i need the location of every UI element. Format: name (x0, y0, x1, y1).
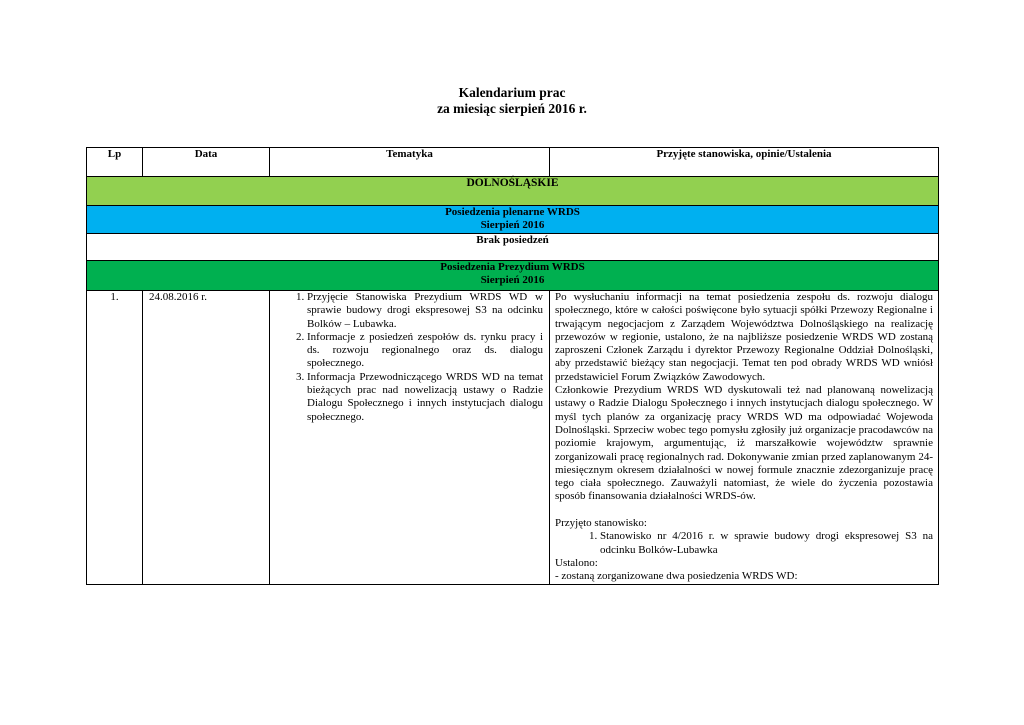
row-topics (270, 291, 550, 585)
agreed-label: Ustalono: (555, 556, 598, 569)
topic-item: 3. Informacja Przewodniczącego WRDS WD na temat bieżących prac nad nowelizacją ustawy o Radzie Dialogu Społecznego i innych instytucjach dialogu społecznego. (307, 371, 544, 424)
header-outcome: Przyjęte stanowiska, opinie/Ustalenia (550, 148, 939, 177)
row-date: 24.08.2016 r. (143, 291, 270, 585)
plenary-title: Posiedzenia plenarne WRDS (445, 206, 580, 218)
presidium-title: Posiedzenia Prezydium WRDS (440, 261, 585, 273)
presidium-row (87, 261, 939, 291)
presidium-label (87, 261, 939, 291)
outcome-paragraph-2: Członkowie Prezydium WRDS WD dyskutowali też nad planowaną nowelizacją ustawy o Radzie Dialogu Społecznego i innych instytucjach dialogu społecznego. W myśl tych planów za organizację pracy WRDS WD ma odpowiadać Wojewoda Dolnośląski. Sprzeciw wobec tego pomysłu zgłosiły już organizacje pracodawców na poziomie krajowym, argumentując, iż marszałkowie województw sprawnie zorganizowali pracę regionalnych rad. Dokonywanie zmian przed zaplanowanym 24-miesięcznym okresem działalności w nowej formule znacznie zdezorganizuje pracę tego ciała społecznego. Zauważyli natomiast, że wiele do życzenia pozostawia sposób finansowania działalności WRDS-ów. (555, 384, 933, 503)
agreed-line: - zostaną zorganizowane dwa posiedzenia WRDS WD: (555, 570, 798, 583)
header-row (87, 148, 939, 177)
title-line-1: Kalendarium prac (458, 85, 566, 100)
header-lp: Lp (87, 148, 143, 177)
row-outcome (550, 291, 939, 585)
topic-item: 1. Przyjęcie Stanowiska Prezydium WRDS WD w sprawie budowy drogi ekspresowej S3 na odcinku Bolków – Lubawka. (307, 291, 544, 331)
region-label: DOLNOŚLĄSKIE (87, 177, 939, 206)
no-meetings-label: Brak posiedzeń (87, 234, 939, 261)
plenary-row (87, 206, 939, 234)
row-lp: 1. (87, 291, 143, 585)
presidium-month: Sierpień 2016 (480, 274, 545, 287)
no-meetings-row (87, 234, 939, 261)
outcome-paragraph-1: Po wysłuchaniu informacji na temat posiedzenia zespołu ds. rozwoju dialogu społecznego, które w całości poświęcone było sytuacji spółki Przewozy Regionalne i trwającym negocjacjom z Zarządem Województwa Dolnośląskiego na realizację przewozów w regionie, ustalono, że na najbliższe posiedzenie WRDS WD zostaną zaproszeni Członek Zarządu i dyrektor Przewozy Regionalne Oddział Dolnośląski, aby przedstawić bieżący stan negocjacji. Temat ten pod obrady WRDS WD wniósł przedstawiciel Forum Związków Zawodowych. (555, 291, 933, 383)
calendar-table (86, 147, 939, 585)
plenary-label (87, 206, 939, 234)
adopted-item: 1. Stanowisko nr 4/2016 r. w sprawie budowy drogi ekspresowej S3 na odcinku Bolków-Lubawka (600, 530, 933, 557)
plenary-month: Sierpień 2016 (480, 219, 545, 232)
topics-list (275, 291, 544, 424)
table-row (87, 291, 939, 585)
spacer (555, 504, 933, 517)
topic-item: 2. Informacje z posiedzeń zespołów ds. rynku pracy i ds. rozwoju regionalnego oraz ds. dialogu społecznego. (307, 331, 544, 371)
adopted-list (555, 530, 933, 557)
title-line-2: za miesiąc sierpień 2016 r. (437, 101, 587, 116)
adopted-label: Przyjęto stanowisko: (555, 517, 647, 530)
region-row (87, 177, 939, 206)
header-date: Data (143, 148, 270, 177)
header-topic: Tematyka (270, 148, 550, 177)
document-title (0, 85, 1024, 117)
